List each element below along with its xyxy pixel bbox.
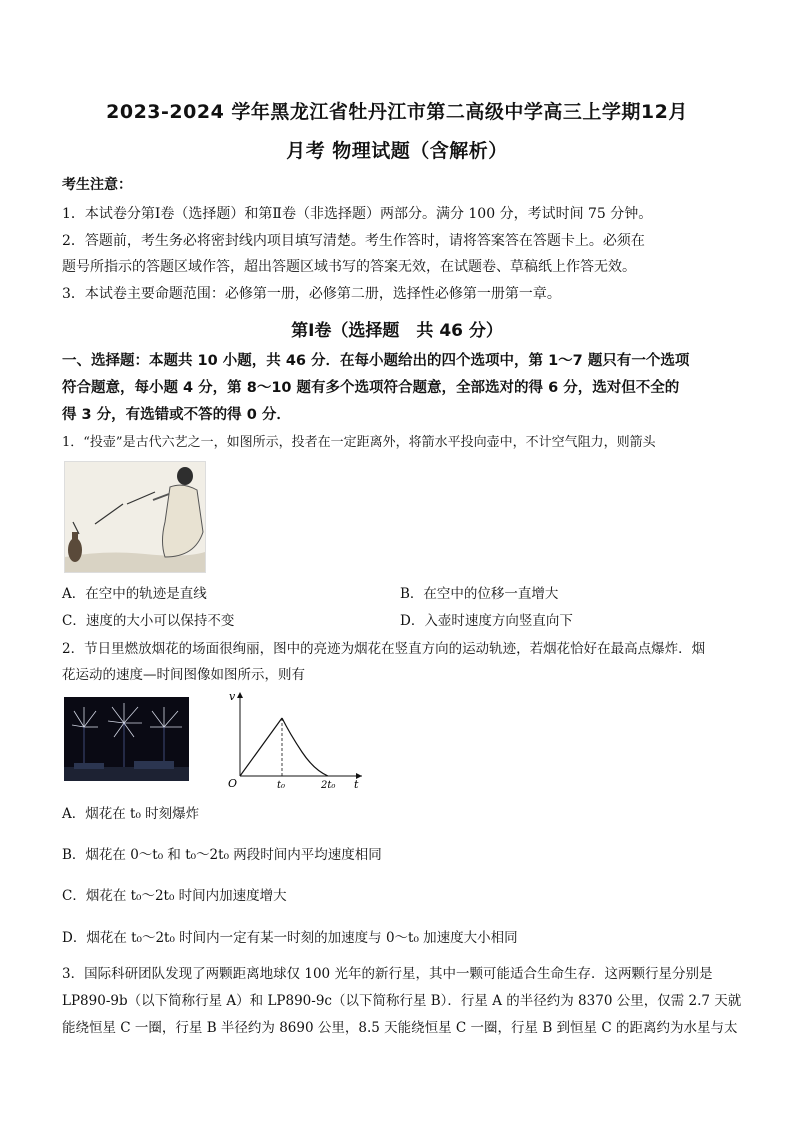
q1-option-b: B．在空中的位移一直增大	[400, 586, 559, 602]
section-heading: 第Ⅰ卷（选择题 共 46 分）	[291, 321, 503, 341]
q2-fireworks-photo	[64, 697, 189, 781]
notice-item-1: 1．本试卷分第Ⅰ卷（选择题）和第Ⅱ卷（非选择题）两部分。满分 100 分，考试时间 75 分钟。	[62, 206, 653, 222]
notice-item-2a: 2．答题前，考生务必将密封线内项目填写清楚。考生作答时，请将答案答在答题卡上。必须在	[62, 233, 645, 249]
q1-option-c: C．速度的大小可以保持不变	[62, 613, 235, 629]
exam-title-line2: 月考 物理试题（含解析）	[286, 140, 508, 162]
q2-option-c: C．烟花在 t₀～2t₀ 时间内加速度增大	[62, 888, 287, 904]
notice-item-2b: 题号所指示的答题区域作答，超出答题区域书写的答案无效，在试题卷、草稿纸上作答无效。	[62, 259, 636, 275]
exam-title-line1: 2023-2024 学年黑龙江省牡丹江市第二高级中学高三上学期12月	[106, 101, 688, 123]
section-instruction-1: 一、选择题：本题共 10 小题，共 46 分．在每小题给出的四个选项中，第 1～7 题只有一个选项	[62, 353, 690, 369]
section-instruction-2: 符合题意，每小题 4 分，第 8～10 题有多个选项符合题意，全部选对的得 6 分，选对但不全的	[62, 380, 680, 396]
q2-option-b: B．烟花在 0～t₀ 和 t₀～2t₀ 两段时间内平均速度相同	[62, 847, 382, 863]
q2-velocity-time-graph	[226, 690, 366, 790]
q3-line-1: 3．国际科研团队发现了两颗距离地球仅 100 光年的新行星，其中一颗可能适合生命生存．这两颗行星分别是	[62, 966, 713, 982]
vt-rising-line	[240, 718, 282, 776]
q2-option-d: D．烟花在 t₀～2t₀ 时间内一定有某一时刻的加速度与 0～t₀ 加速度大小相同	[62, 930, 518, 946]
t0-tick-label: t₀	[277, 780, 286, 790]
vt-falling-curve	[282, 718, 328, 776]
q2-stem-2: 花运动的速度—时间图像如图所示，则有	[62, 667, 305, 683]
q1-option-d: D．入壶时速度方向竖直向下	[400, 613, 573, 629]
2t0-tick-label: 2t₀	[321, 780, 336, 790]
q1-touhu-illustration	[64, 461, 206, 573]
q2-stem-1: 2．节日里燃放烟花的场面很绚丽，图中的亮迹为烟花在竖直方向的运动轨迹，若烟花恰好在最高点爆炸．烟	[62, 641, 706, 657]
t-axis-label: t	[354, 778, 359, 790]
section-instruction-3: 得 3 分，有选错或不答的得 0 分．	[62, 407, 291, 423]
q2-option-a: A．烟花在 t₀ 时刻爆炸	[62, 806, 200, 822]
notice-item-3: 3．本试卷主要命题范围：必修第一册，必修第二册，选择性必修第一册第一章。	[62, 286, 561, 302]
q1-option-a: A．在空中的轨迹是直线	[62, 586, 207, 602]
q3-line-3: 能绕恒星 C 一圈，行星 B 半径约为 8690 公里，8.5 天能绕恒星 C 一圈，行星 B 到恒星 C 的距离约为水星与太	[62, 1020, 738, 1036]
v-axis-label: v	[229, 690, 236, 703]
notice-heading: 考生注意：	[62, 177, 132, 193]
origin-label: O	[228, 777, 238, 790]
v-axis-arrow	[237, 692, 243, 698]
q3-line-2: LP890-9b（以下简称行星 A）和 LP890-9c（以下简称行星 B）．行星 A 的半径约为 8370 公里，仅需 2.7 天就	[62, 993, 742, 1009]
q1-stem: 1．“投壶”是古代六艺之一，如图所示，投者在一定距离外，将箭水平投向壶中，不计空气阻力，则箭头	[62, 435, 656, 450]
